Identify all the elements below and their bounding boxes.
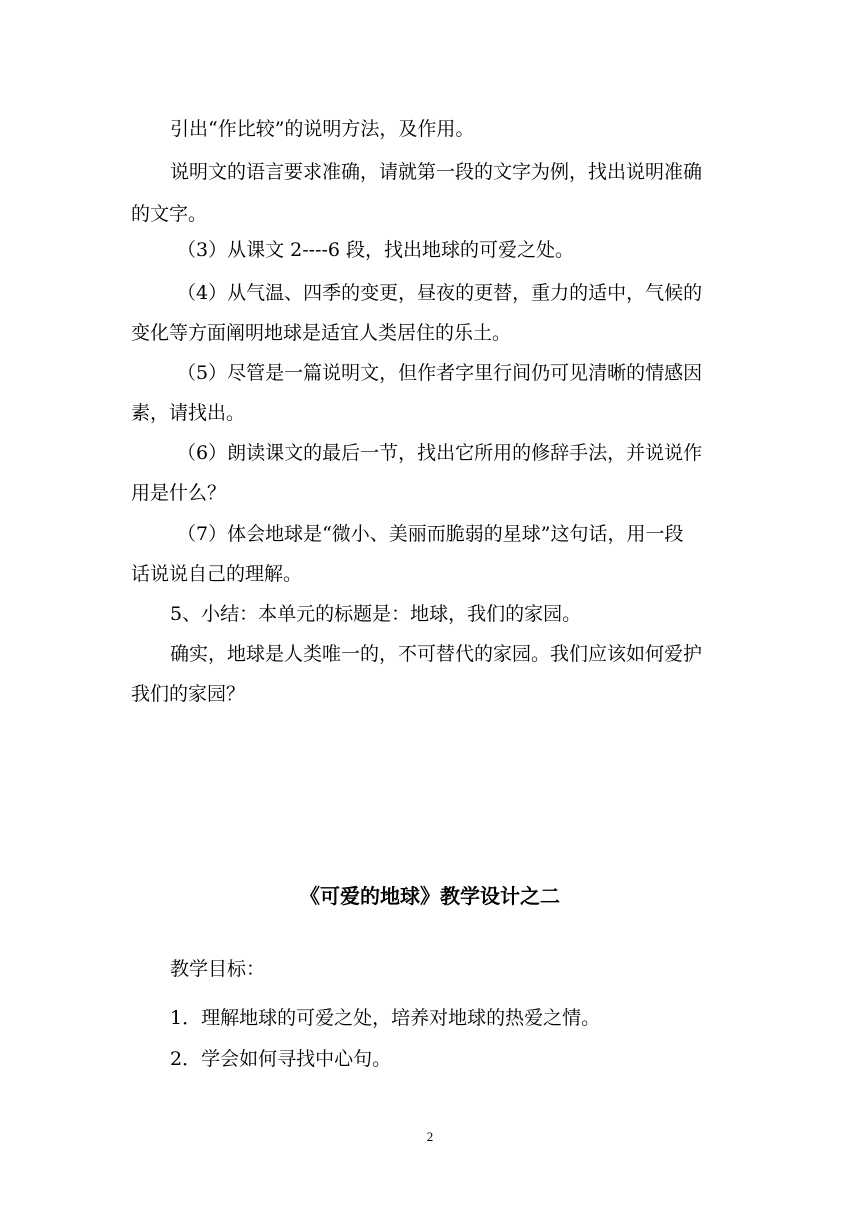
paragraph-line: 的文字。 <box>131 203 208 225</box>
paragraph-line: 5、小结：本单元的标题是：地球，我们的家园。 <box>170 603 582 625</box>
objective-item: 2．学会如何寻找中心句。 <box>170 1048 392 1070</box>
page-number: 2 <box>426 1129 434 1144</box>
paragraph-line: （3）从课文 2----6 段，找出地球的可爱之处。 <box>177 239 575 261</box>
objectives-heading: 教学目标： <box>170 958 266 980</box>
paragraph-line: 我们的家园？ <box>131 683 246 705</box>
objective-item: 1．理解地球的可爱之处，培养对地球的热爱之情。 <box>170 1007 601 1029</box>
paragraph-line: 话说说自己的理解。 <box>131 563 303 585</box>
paragraph-line: 说明文的语言要求准确，请就第一段的文字为例，找出说明准确 <box>170 161 703 183</box>
paragraph-line: 引出“作比较”的说明方法，及作用。 <box>170 118 475 140</box>
paragraph-line: （6）朗读课文的最后一节，找出它所用的修辞手法，并说说作 <box>177 442 703 464</box>
paragraph-line: 确实，地球是人类唯一的，不可替代的家园。我们应该如何爱护 <box>170 643 703 665</box>
paragraph-line: 变化等方面阐明地球是适宜人类居住的乐土。 <box>131 322 512 344</box>
paragraph-line: （4）从气温、四季的变更，昼夜的更替，重力的适中，气候的 <box>177 282 703 304</box>
section-title: 《可爱的地球》教学设计之二 <box>300 884 560 908</box>
paragraph-line: （7）体会地球是“微小、美丽而脆弱的星球”这句话，用一段 <box>177 523 684 545</box>
paragraph-line: （5）尽管是一篇说明文，但作者字里行间仍可见清晰的情感因 <box>177 362 703 384</box>
paragraph-line: 用是什么？ <box>131 482 227 504</box>
paragraph-line: 素，请找出。 <box>131 402 246 424</box>
